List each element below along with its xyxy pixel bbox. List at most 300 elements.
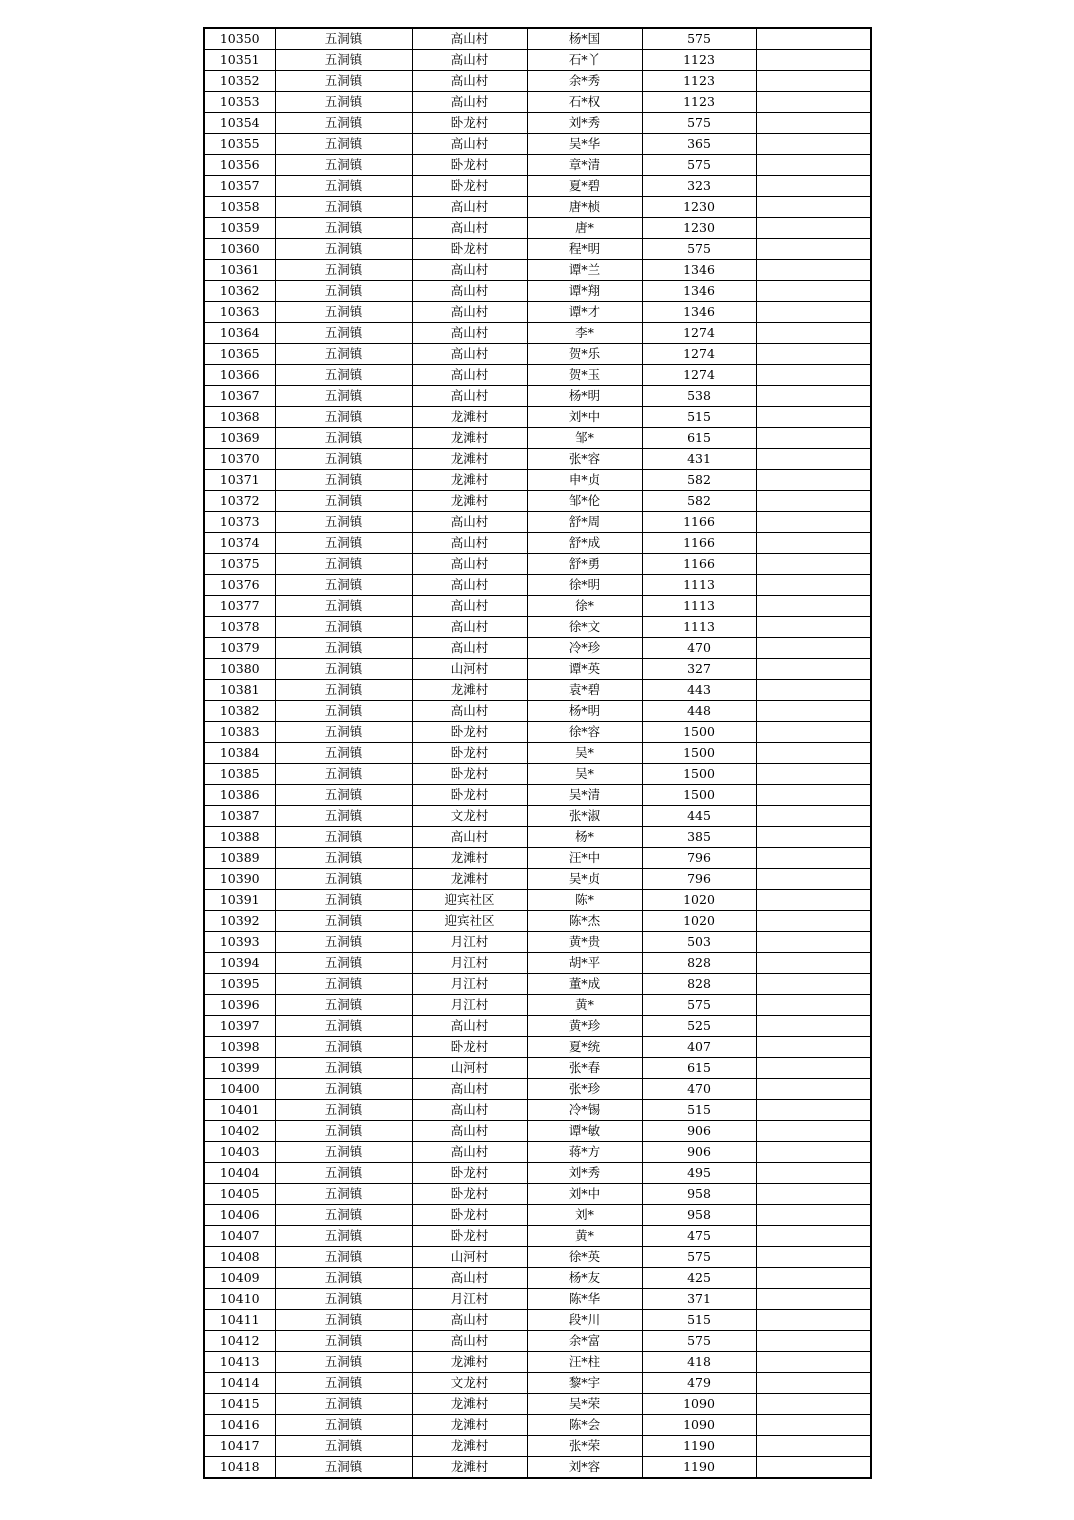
village-cell: 高山村	[412, 197, 527, 218]
table-row	[204, 785, 871, 806]
table-row	[204, 659, 871, 680]
village-cell: 高山村	[412, 281, 527, 302]
village-cell: 龙滩村	[412, 1457, 527, 1479]
town-cell: 五洞镇	[275, 260, 412, 281]
name-cell: 陈*	[527, 890, 642, 911]
table-row	[204, 596, 871, 617]
village-cell: 山河村	[412, 659, 527, 680]
village-cell: 高山村	[412, 302, 527, 323]
amount-cell: 475	[642, 1226, 756, 1247]
amount-cell: 1113	[642, 617, 756, 638]
serial-number-cell: 10354	[204, 113, 275, 134]
name-cell: 徐*英	[527, 1247, 642, 1268]
remark-cell	[756, 71, 871, 92]
town-cell: 五洞镇	[275, 512, 412, 533]
remark-cell	[756, 449, 871, 470]
data-table	[203, 27, 872, 1479]
table-row	[204, 50, 871, 71]
remark-cell	[756, 1058, 871, 1079]
table-row	[204, 71, 871, 92]
name-cell: 黄*珍	[527, 1016, 642, 1037]
serial-number-cell: 10408	[204, 1247, 275, 1268]
name-cell: 杨*明	[527, 701, 642, 722]
name-cell: 谭*兰	[527, 260, 642, 281]
name-cell: 谭*敏	[527, 1121, 642, 1142]
town-cell: 五洞镇	[275, 806, 412, 827]
village-cell: 山河村	[412, 1058, 527, 1079]
name-cell: 刘*秀	[527, 1163, 642, 1184]
table-row	[204, 218, 871, 239]
amount-cell: 1113	[642, 575, 756, 596]
town-cell: 五洞镇	[275, 1142, 412, 1163]
remark-cell	[756, 596, 871, 617]
remark-cell	[756, 953, 871, 974]
village-cell: 高山村	[412, 1310, 527, 1331]
name-cell: 黄*	[527, 995, 642, 1016]
remark-cell	[756, 827, 871, 848]
serial-number-cell: 10404	[204, 1163, 275, 1184]
town-cell: 五洞镇	[275, 596, 412, 617]
town-cell: 五洞镇	[275, 1184, 412, 1205]
table-row	[204, 302, 871, 323]
table-row	[204, 806, 871, 827]
remark-cell	[756, 722, 871, 743]
name-cell: 舒*成	[527, 533, 642, 554]
serial-number-cell: 10361	[204, 260, 275, 281]
village-cell: 高山村	[412, 1268, 527, 1289]
town-cell: 五洞镇	[275, 680, 412, 701]
table-row	[204, 134, 871, 155]
amount-cell: 1166	[642, 554, 756, 575]
town-cell: 五洞镇	[275, 701, 412, 722]
town-cell: 五洞镇	[275, 848, 412, 869]
name-cell: 冷*珍	[527, 638, 642, 659]
name-cell: 段*川	[527, 1310, 642, 1331]
remark-cell	[756, 554, 871, 575]
serial-number-cell: 10392	[204, 911, 275, 932]
remark-cell	[756, 533, 871, 554]
amount-cell: 1123	[642, 50, 756, 71]
amount-cell: 575	[642, 1247, 756, 1268]
amount-cell: 385	[642, 827, 756, 848]
name-cell: 吴*	[527, 764, 642, 785]
name-cell: 徐*	[527, 596, 642, 617]
table-row	[204, 890, 871, 911]
table-row	[204, 1142, 871, 1163]
village-cell: 高山村	[412, 260, 527, 281]
town-cell: 五洞镇	[275, 869, 412, 890]
name-cell: 贺*乐	[527, 344, 642, 365]
town-cell: 五洞镇	[275, 533, 412, 554]
serial-number-cell: 10374	[204, 533, 275, 554]
table-row	[204, 470, 871, 491]
town-cell: 五洞镇	[275, 239, 412, 260]
name-cell: 汪*中	[527, 848, 642, 869]
serial-number-cell: 10359	[204, 218, 275, 239]
table-body	[204, 28, 871, 1478]
name-cell: 吴*清	[527, 785, 642, 806]
table-row	[204, 1352, 871, 1373]
table-row	[204, 1247, 871, 1268]
table-row	[204, 1037, 871, 1058]
table-row	[204, 323, 871, 344]
table-row	[204, 1058, 871, 1079]
remark-cell	[756, 1310, 871, 1331]
town-cell: 五洞镇	[275, 281, 412, 302]
remark-cell	[756, 470, 871, 491]
village-cell: 高山村	[412, 596, 527, 617]
village-cell: 高山村	[412, 365, 527, 386]
name-cell: 石*权	[527, 92, 642, 113]
name-cell: 章*清	[527, 155, 642, 176]
village-cell: 龙滩村	[412, 1394, 527, 1415]
town-cell: 五洞镇	[275, 1121, 412, 1142]
serial-number-cell: 10414	[204, 1373, 275, 1394]
town-cell: 五洞镇	[275, 1289, 412, 1310]
remark-cell	[756, 659, 871, 680]
table-row	[204, 827, 871, 848]
name-cell: 吴*	[527, 743, 642, 764]
serial-number-cell: 10353	[204, 92, 275, 113]
name-cell: 袁*碧	[527, 680, 642, 701]
remark-cell	[756, 386, 871, 407]
village-cell: 高山村	[412, 344, 527, 365]
town-cell: 五洞镇	[275, 1037, 412, 1058]
town-cell: 五洞镇	[275, 1331, 412, 1352]
remark-cell	[756, 1331, 871, 1352]
serial-number-cell: 10416	[204, 1415, 275, 1436]
amount-cell: 1020	[642, 890, 756, 911]
name-cell: 吴*贞	[527, 869, 642, 890]
remark-cell	[756, 932, 871, 953]
remark-cell	[756, 281, 871, 302]
serial-number-cell: 10362	[204, 281, 275, 302]
amount-cell: 470	[642, 638, 756, 659]
table-row	[204, 113, 871, 134]
amount-cell: 1020	[642, 911, 756, 932]
village-cell: 月江村	[412, 974, 527, 995]
amount-cell: 575	[642, 1331, 756, 1352]
table-row	[204, 28, 871, 50]
name-cell: 余*秀	[527, 71, 642, 92]
remark-cell	[756, 638, 871, 659]
serial-number-cell: 10393	[204, 932, 275, 953]
name-cell: 张*春	[527, 1058, 642, 1079]
remark-cell	[756, 575, 871, 596]
name-cell: 唐*	[527, 218, 642, 239]
amount-cell: 495	[642, 1163, 756, 1184]
town-cell: 五洞镇	[275, 1079, 412, 1100]
town-cell: 五洞镇	[275, 785, 412, 806]
serial-number-cell: 10376	[204, 575, 275, 596]
serial-number-cell: 10396	[204, 995, 275, 1016]
town-cell: 五洞镇	[275, 995, 412, 1016]
serial-number-cell: 10351	[204, 50, 275, 71]
village-cell: 龙滩村	[412, 869, 527, 890]
village-cell: 迎宾社区	[412, 890, 527, 911]
name-cell: 张*容	[527, 449, 642, 470]
town-cell: 五洞镇	[275, 302, 412, 323]
remark-cell	[756, 1079, 871, 1100]
town-cell: 五洞镇	[275, 743, 412, 764]
name-cell: 陈*杰	[527, 911, 642, 932]
table-row	[204, 1373, 871, 1394]
table-row	[204, 701, 871, 722]
serial-number-cell: 10407	[204, 1226, 275, 1247]
table-row	[204, 1394, 871, 1415]
amount-cell: 796	[642, 848, 756, 869]
table-row	[204, 1079, 871, 1100]
remark-cell	[756, 344, 871, 365]
village-cell: 高山村	[412, 827, 527, 848]
amount-cell: 327	[642, 659, 756, 680]
village-cell: 龙滩村	[412, 470, 527, 491]
amount-cell: 425	[642, 1268, 756, 1289]
town-cell: 五洞镇	[275, 197, 412, 218]
amount-cell: 365	[642, 134, 756, 155]
serial-number-cell: 10409	[204, 1268, 275, 1289]
amount-cell: 1230	[642, 218, 756, 239]
amount-cell: 575	[642, 28, 756, 50]
table-row	[204, 281, 871, 302]
amount-cell: 958	[642, 1184, 756, 1205]
town-cell: 五洞镇	[275, 1100, 412, 1121]
name-cell: 徐*明	[527, 575, 642, 596]
amount-cell: 575	[642, 155, 756, 176]
serial-number-cell: 10390	[204, 869, 275, 890]
remark-cell	[756, 680, 871, 701]
town-cell: 五洞镇	[275, 1394, 412, 1415]
name-cell: 吴*荣	[527, 1394, 642, 1415]
town-cell: 五洞镇	[275, 1058, 412, 1079]
table-row	[204, 1268, 871, 1289]
table-row	[204, 1205, 871, 1226]
remark-cell	[756, 1415, 871, 1436]
village-cell: 高山村	[412, 134, 527, 155]
town-cell: 五洞镇	[275, 1310, 412, 1331]
amount-cell: 1500	[642, 743, 756, 764]
serial-number-cell: 10370	[204, 449, 275, 470]
table-row	[204, 1289, 871, 1310]
amount-cell: 615	[642, 428, 756, 449]
amount-cell: 515	[642, 1310, 756, 1331]
amount-cell: 906	[642, 1142, 756, 1163]
amount-cell: 906	[642, 1121, 756, 1142]
amount-cell: 443	[642, 680, 756, 701]
serial-number-cell: 10375	[204, 554, 275, 575]
serial-number-cell: 10383	[204, 722, 275, 743]
town-cell: 五洞镇	[275, 344, 412, 365]
table-row	[204, 764, 871, 785]
amount-cell: 1346	[642, 260, 756, 281]
remark-cell	[756, 260, 871, 281]
remark-cell	[756, 512, 871, 533]
amount-cell: 796	[642, 869, 756, 890]
serial-number-cell: 10350	[204, 28, 275, 50]
village-cell: 月江村	[412, 932, 527, 953]
serial-number-cell: 10358	[204, 197, 275, 218]
amount-cell: 1190	[642, 1436, 756, 1457]
serial-number-cell: 10398	[204, 1037, 275, 1058]
serial-number-cell: 10372	[204, 491, 275, 512]
table-row	[204, 449, 871, 470]
village-cell: 月江村	[412, 953, 527, 974]
town-cell: 五洞镇	[275, 1436, 412, 1457]
table-row	[204, 155, 871, 176]
table-row	[204, 1163, 871, 1184]
town-cell: 五洞镇	[275, 1373, 412, 1394]
town-cell: 五洞镇	[275, 92, 412, 113]
name-cell: 谭*翔	[527, 281, 642, 302]
serial-number-cell: 10366	[204, 365, 275, 386]
table-row	[204, 554, 871, 575]
remark-cell	[756, 302, 871, 323]
name-cell: 张*荣	[527, 1436, 642, 1457]
serial-number-cell: 10385	[204, 764, 275, 785]
amount-cell: 1113	[642, 596, 756, 617]
name-cell: 石*丫	[527, 50, 642, 71]
remark-cell	[756, 995, 871, 1016]
table-row	[204, 638, 871, 659]
village-cell: 卧龙村	[412, 1037, 527, 1058]
village-cell: 卧龙村	[412, 743, 527, 764]
table-row	[204, 575, 871, 596]
name-cell: 舒*周	[527, 512, 642, 533]
table-row	[204, 1121, 871, 1142]
amount-cell: 503	[642, 932, 756, 953]
remark-cell	[756, 428, 871, 449]
town-cell: 五洞镇	[275, 932, 412, 953]
name-cell: 刘*	[527, 1205, 642, 1226]
table-row	[204, 344, 871, 365]
remark-cell	[756, 1121, 871, 1142]
name-cell: 谭*才	[527, 302, 642, 323]
amount-cell: 1500	[642, 764, 756, 785]
remark-cell	[756, 1373, 871, 1394]
serial-number-cell: 10381	[204, 680, 275, 701]
remark-cell	[756, 806, 871, 827]
village-cell: 高山村	[412, 512, 527, 533]
village-cell: 高山村	[412, 28, 527, 50]
town-cell: 五洞镇	[275, 722, 412, 743]
serial-number-cell: 10367	[204, 386, 275, 407]
remark-cell	[756, 323, 871, 344]
remark-cell	[756, 890, 871, 911]
town-cell: 五洞镇	[275, 1226, 412, 1247]
town-cell: 五洞镇	[275, 155, 412, 176]
serial-number-cell: 10395	[204, 974, 275, 995]
table-row	[204, 512, 871, 533]
village-cell: 迎宾社区	[412, 911, 527, 932]
table-row	[204, 932, 871, 953]
serial-number-cell: 10357	[204, 176, 275, 197]
village-cell: 高山村	[412, 50, 527, 71]
remark-cell	[756, 1205, 871, 1226]
name-cell: 吴*华	[527, 134, 642, 155]
town-cell: 五洞镇	[275, 470, 412, 491]
name-cell: 胡*平	[527, 953, 642, 974]
table-row	[204, 1310, 871, 1331]
serial-number-cell: 10402	[204, 1121, 275, 1142]
serial-number-cell: 10417	[204, 1436, 275, 1457]
remark-cell	[756, 869, 871, 890]
table-row	[204, 848, 871, 869]
village-cell: 卧龙村	[412, 113, 527, 134]
village-cell: 卧龙村	[412, 176, 527, 197]
serial-number-cell: 10418	[204, 1457, 275, 1479]
name-cell: 申*贞	[527, 470, 642, 491]
amount-cell: 445	[642, 806, 756, 827]
serial-number-cell: 10371	[204, 470, 275, 491]
village-cell: 卧龙村	[412, 239, 527, 260]
name-cell: 余*富	[527, 1331, 642, 1352]
village-cell: 卧龙村	[412, 764, 527, 785]
name-cell: 杨*国	[527, 28, 642, 50]
village-cell: 高山村	[412, 323, 527, 344]
amount-cell: 470	[642, 1079, 756, 1100]
village-cell: 卧龙村	[412, 1163, 527, 1184]
serial-number-cell: 10378	[204, 617, 275, 638]
village-cell: 卧龙村	[412, 722, 527, 743]
name-cell: 张*淑	[527, 806, 642, 827]
table-row	[204, 974, 871, 995]
serial-number-cell: 10387	[204, 806, 275, 827]
serial-number-cell: 10352	[204, 71, 275, 92]
serial-number-cell: 10356	[204, 155, 275, 176]
amount-cell: 1090	[642, 1415, 756, 1436]
serial-number-cell: 10410	[204, 1289, 275, 1310]
serial-number-cell: 10368	[204, 407, 275, 428]
village-cell: 山河村	[412, 1247, 527, 1268]
serial-number-cell: 10364	[204, 323, 275, 344]
town-cell: 五洞镇	[275, 491, 412, 512]
name-cell: 徐*文	[527, 617, 642, 638]
name-cell: 李*	[527, 323, 642, 344]
name-cell: 刘*容	[527, 1457, 642, 1479]
table-row	[204, 407, 871, 428]
name-cell: 董*成	[527, 974, 642, 995]
village-cell: 龙滩村	[412, 848, 527, 869]
amount-cell: 582	[642, 491, 756, 512]
remark-cell	[756, 113, 871, 134]
village-cell: 高山村	[412, 1079, 527, 1100]
serial-number-cell: 10373	[204, 512, 275, 533]
name-cell: 杨*友	[527, 1268, 642, 1289]
table-row	[204, 1331, 871, 1352]
amount-cell: 323	[642, 176, 756, 197]
serial-number-cell: 10379	[204, 638, 275, 659]
remark-cell	[756, 155, 871, 176]
remark-cell	[756, 911, 871, 932]
name-cell: 刘*秀	[527, 113, 642, 134]
town-cell: 五洞镇	[275, 1016, 412, 1037]
remark-cell	[756, 1352, 871, 1373]
serial-number-cell: 10400	[204, 1079, 275, 1100]
village-cell: 卧龙村	[412, 1205, 527, 1226]
remark-cell	[756, 1436, 871, 1457]
town-cell: 五洞镇	[275, 407, 412, 428]
serial-number-cell: 10363	[204, 302, 275, 323]
remark-cell	[756, 239, 871, 260]
serial-number-cell: 10389	[204, 848, 275, 869]
village-cell: 高山村	[412, 701, 527, 722]
name-cell: 陈*会	[527, 1415, 642, 1436]
village-cell: 高山村	[412, 386, 527, 407]
table-row	[204, 386, 871, 407]
remark-cell	[756, 1394, 871, 1415]
village-cell: 高山村	[412, 617, 527, 638]
table-row	[204, 92, 871, 113]
